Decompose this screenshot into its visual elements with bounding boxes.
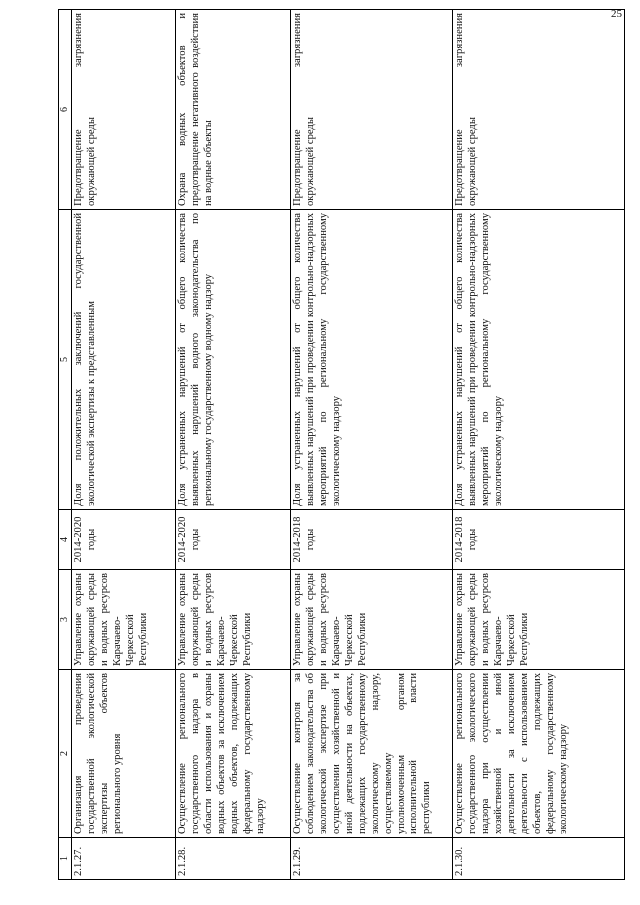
row-number: 2.1.29. [291, 838, 453, 880]
result-cell: Предотвращение загрязнения окружающей среды [291, 10, 453, 210]
period-cell: 2014-2018 годы [453, 510, 625, 570]
page-number: 25 [611, 8, 622, 20]
column-number: 4 [59, 510, 72, 570]
executor-cell: Управление охраны окружающей среды и водных ресурсов Карачаево-Черкесской Республики [176, 570, 291, 670]
row-number: 2.1.28. [176, 838, 291, 880]
column-number-row [59, 10, 72, 880]
result-cell: Предотвращение загрязнения окружающей среды [453, 10, 625, 210]
table-row [72, 10, 176, 880]
indicator-cell: Доля положительных заключений государственной экологической экспертизы к представленным [72, 210, 176, 510]
rotated-page-content [58, 10, 623, 880]
period-cell: 2014-2018 годы [291, 510, 453, 570]
column-number: 3 [59, 570, 72, 670]
period-cell: 2014-2020 годы [72, 510, 176, 570]
indicator-cell: Доля устраненных нарушений от общего количества выявленных нарушений водного законодательства по региональному государственному водному надзору [176, 210, 291, 510]
result-cell: Предотвращение загрязнения окружающей среды [72, 10, 176, 210]
column-number: 5 [59, 210, 72, 510]
program-measures-table [58, 9, 625, 880]
executor-cell: Управление охраны окружающей среды и водных ресурсов Карачаево-Черкесской Республики [291, 570, 453, 670]
result-cell: Охрана водных объектов и предотвращение негативного воздействия на водные объекты [176, 10, 291, 210]
period-cell: 2014-2020 годы [176, 510, 291, 570]
measure-cell: Осуществление регионального государственного надзора в области использования и охраны водных объектов за исключением водных объектов, подлежащих федеральному государственному надзору [176, 670, 291, 838]
row-number: 2.1.27. [72, 838, 176, 880]
executor-cell: Управление охраны окружающей среды и водных ресурсов Карачаево-Черкесской Республики [453, 570, 625, 670]
row-number: 2.1.30. [453, 838, 625, 880]
measure-cell: Организация проведения государственной экологической экспертизы объектов регионального уровня [72, 670, 176, 838]
column-number: 1 [59, 838, 72, 880]
measure-cell: Осуществление контроля за соблюдением законодательства об экологической экспертизе при осуществлении хозяйственной и иной деятельности на объектах, подлежащих государственному экологическому надзору, осуществляемому уполномоченным органом исполнительной власти республики [291, 670, 453, 838]
indicator-cell: Доля устраненных нарушений от общего количества выявленных нарушений при проведении контрольно-надзорных мероприятий по региональному государственному экологическому надзору [453, 210, 625, 510]
table-row [176, 10, 291, 880]
column-number: 2 [59, 670, 72, 838]
table-row [453, 10, 625, 880]
executor-cell: Управление охраны окружающей среды и водных ресурсов Карачаево-Черкесской Республики [72, 570, 176, 670]
table-row [291, 10, 453, 880]
measure-cell: Осуществление регионального государственного экологического надзора при осуществлении хозяйственной и иной деятельности за исключением деятельности с использованием объектов, подлежащих федеральному государственному экологическому надзору [453, 670, 625, 838]
indicator-cell: Доля устраненных нарушений от общего количества выявленных нарушений при проведении контрольно-надзорных мероприятий по региональному государственному экологическому надзору [291, 210, 453, 510]
column-number: 6 [59, 10, 72, 210]
